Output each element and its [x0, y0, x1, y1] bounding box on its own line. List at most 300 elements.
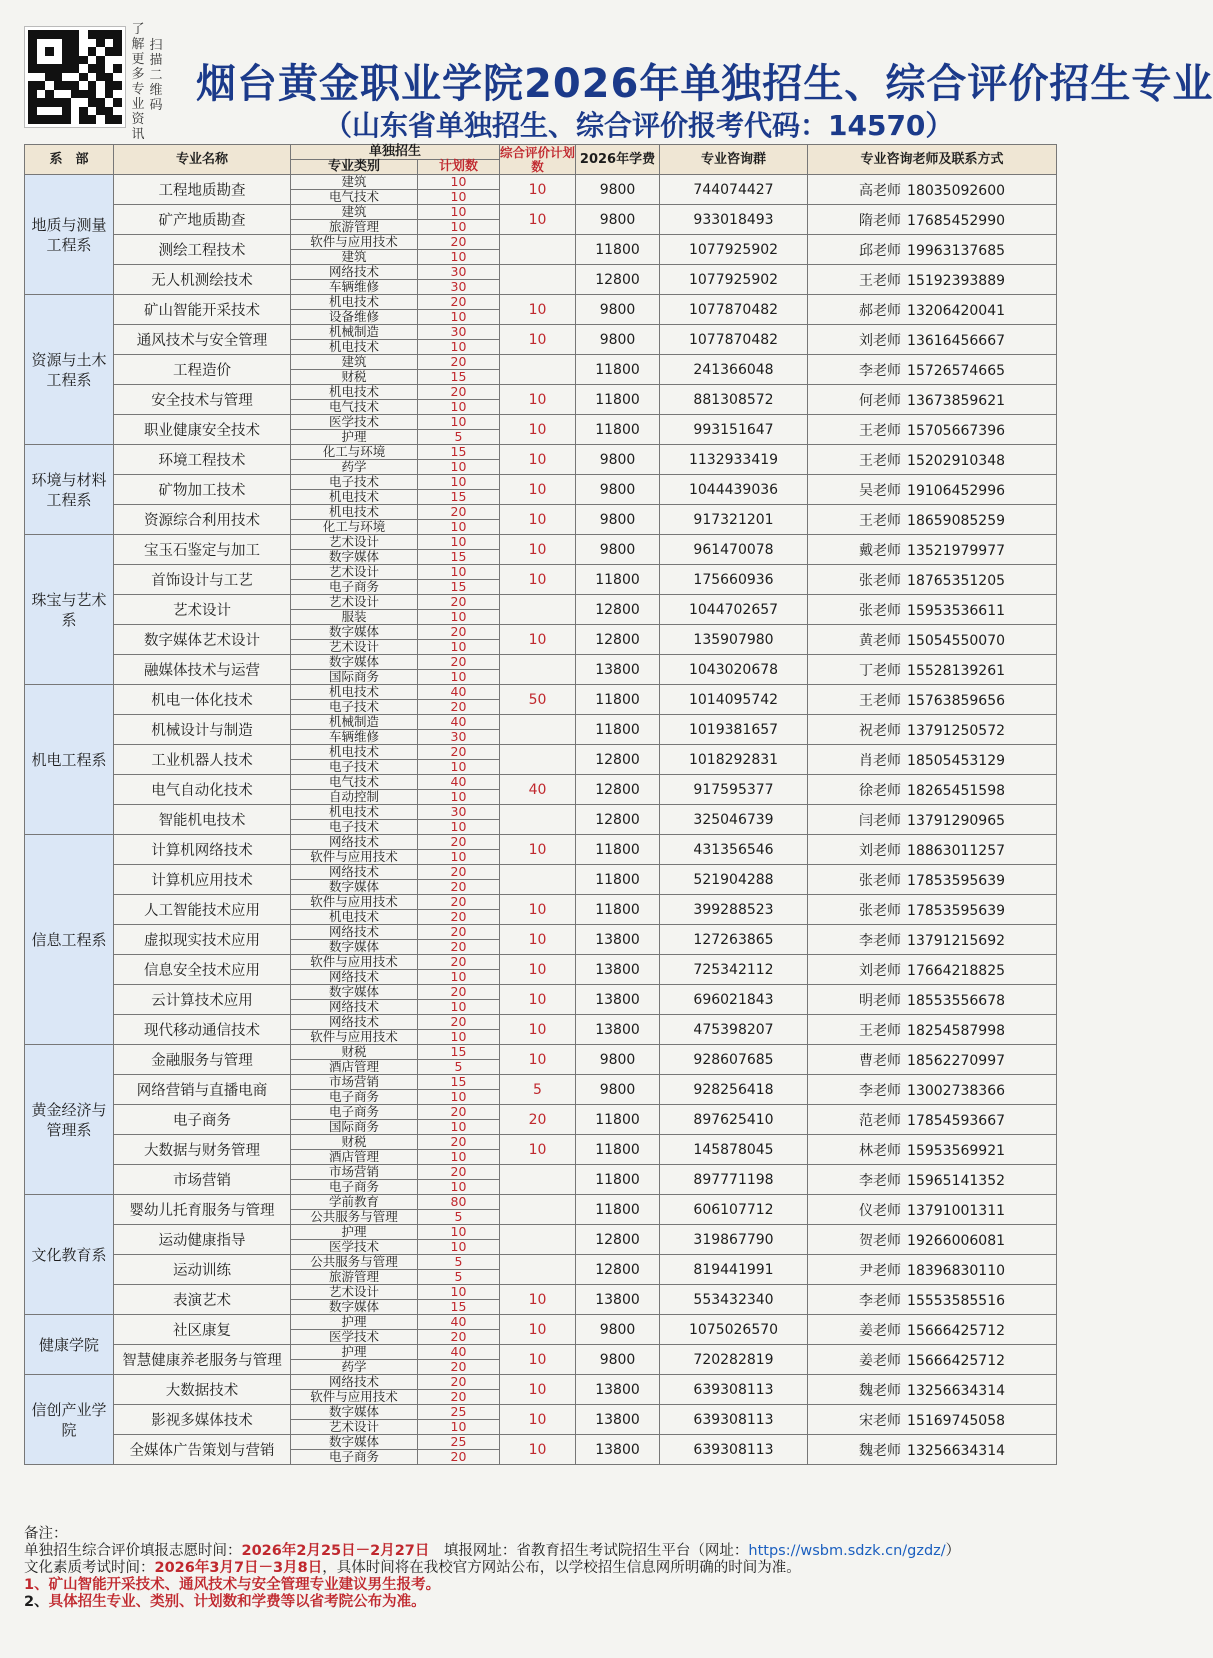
category-cell: 公共服务与管理: [291, 1210, 418, 1225]
note-line-2: 文化素质考试时间：2026年3月7日－3月8日，具体时间将在我校官方网站公布，以学校招生信息网所明确的时间为准。: [24, 1560, 801, 1576]
plan-cell: 10: [418, 460, 500, 475]
contact-cell: [808, 1255, 1057, 1285]
col-category: 专业类别: [291, 160, 418, 175]
note-label: 备注：: [24, 1526, 68, 1542]
contact-cell: [808, 1285, 1057, 1315]
contact-cell: [808, 1405, 1057, 1435]
phone-number[interactable]: 13521979977: [907, 542, 1006, 559]
fee-cell: 9800: [576, 505, 660, 535]
group-cell[interactable]: 720282819: [660, 1345, 808, 1375]
contact-cell: [808, 595, 1057, 625]
phone-number[interactable]: 17664218825: [907, 962, 1006, 979]
group-cell[interactable]: 933018493: [660, 205, 808, 235]
category-cell: 旅游管理: [291, 1270, 418, 1285]
plan-cell: 10: [418, 790, 500, 805]
teacher-name: 肖老师: [859, 752, 902, 769]
table-row: [25, 1285, 1057, 1300]
teacher-name: 李老师: [859, 1292, 902, 1309]
category-cell: 国际商务: [291, 1120, 418, 1135]
group-cell[interactable]: 917595377: [660, 775, 808, 805]
table-row: [25, 775, 1057, 790]
group-cell[interactable]: 1077870482: [660, 295, 808, 325]
plan-cell: 15: [418, 370, 500, 385]
fee-cell: 11800: [576, 685, 660, 715]
major-name: 机械设计与制造: [114, 715, 291, 745]
fee-cell: 9800: [576, 295, 660, 325]
contact-cell: [808, 325, 1057, 355]
table-row: [25, 355, 1057, 370]
comp-cell: [500, 805, 576, 835]
teacher-name: 明老师: [859, 992, 902, 1009]
group-cell[interactable]: 399288523: [660, 895, 808, 925]
category-cell: 机电技术: [291, 805, 418, 820]
contact-cell: [808, 1075, 1057, 1105]
category-cell: 化工与环境: [291, 445, 418, 460]
comp-cell: [500, 265, 576, 295]
plan-cell: 40: [418, 685, 500, 700]
category-cell: 数字媒体: [291, 1405, 418, 1420]
plan-cell: 20: [418, 295, 500, 310]
dept-name: 信创产业学院: [25, 1375, 114, 1465]
fee-cell: 11800: [576, 715, 660, 745]
teacher-name: 李老师: [859, 932, 902, 949]
group-cell[interactable]: 639308113: [660, 1375, 808, 1405]
phone-number[interactable]: 15705667396: [907, 422, 1006, 439]
plan-cell: 20: [418, 835, 500, 850]
category-cell: 护理: [291, 1345, 418, 1360]
comp-cell: 10: [500, 175, 576, 205]
comp-cell: 10: [500, 1315, 576, 1345]
contact-cell: [808, 385, 1057, 415]
page-title: 烟台黄金职业学院2026年单独招生、综合评价招生专业: [196, 61, 1213, 107]
contact-cell: [808, 535, 1057, 565]
group-cell[interactable]: 1077925902: [660, 265, 808, 295]
comp-cell: 10: [500, 445, 576, 475]
dept-name: 珠宝与艺术系: [25, 535, 114, 685]
teacher-name: 隋老师: [859, 212, 902, 229]
register-link[interactable]: https://wsbm.sdzk.cn/gzdz/: [748, 1543, 946, 1559]
phone-number[interactable]: 13791001311: [907, 1202, 1006, 1219]
comp-cell: 10: [500, 385, 576, 415]
group-cell[interactable]: 325046739: [660, 805, 808, 835]
plan-cell: 20: [418, 1360, 500, 1375]
group-cell[interactable]: 744074427: [660, 175, 808, 205]
contact-cell: [808, 1345, 1057, 1375]
comp-cell: [500, 715, 576, 745]
group-cell[interactable]: 319867790: [660, 1225, 808, 1255]
fee-cell: 13800: [576, 1015, 660, 1045]
group-cell[interactable]: 1075026570: [660, 1315, 808, 1345]
plan-cell: 10: [418, 1120, 500, 1135]
group-cell[interactable]: 1077870482: [660, 325, 808, 355]
plan-cell: 20: [418, 1390, 500, 1405]
fee-cell: 11800: [576, 1135, 660, 1165]
phone-number[interactable]: 18035092600: [907, 182, 1006, 199]
group-cell[interactable]: 241366048: [660, 355, 808, 385]
major-name: 艺术设计: [114, 595, 291, 625]
contact-cell: [808, 985, 1057, 1015]
fee-cell: 12800: [576, 595, 660, 625]
group-cell[interactable]: 431356546: [660, 835, 808, 865]
phone-number[interactable]: 18863011257: [907, 842, 1006, 859]
phone-number[interactable]: 13673859621: [907, 392, 1006, 409]
major-name: 职业健康安全技术: [114, 415, 291, 445]
group-cell[interactable]: 881308572: [660, 385, 808, 415]
category-cell: 电气技术: [291, 400, 418, 415]
plan-cell: 20: [418, 1135, 500, 1150]
table-row: [25, 565, 1057, 580]
major-name: 计算机网络技术: [114, 835, 291, 865]
major-name: 电气自动化技术: [114, 775, 291, 805]
group-cell[interactable]: 897771198: [660, 1165, 808, 1195]
phone-number[interactable]: 13256634314: [907, 1382, 1006, 1399]
table-row: [25, 625, 1057, 640]
phone-number[interactable]: 15965141352: [907, 1172, 1006, 1189]
teacher-name: 徐老师: [859, 782, 902, 799]
contact-cell: [808, 1435, 1057, 1465]
table-row: [25, 295, 1057, 310]
phone-number[interactable]: 19106452996: [907, 482, 1006, 499]
group-cell[interactable]: 606107712: [660, 1195, 808, 1225]
phone-number[interactable]: 17854593667: [907, 1112, 1006, 1129]
phone-number[interactable]: 13616456667: [907, 332, 1006, 349]
contact-cell: [808, 745, 1057, 775]
teacher-name: 邱老师: [859, 242, 902, 259]
contact-cell: [808, 295, 1057, 325]
group-cell[interactable]: 475398207: [660, 1015, 808, 1045]
category-cell: 财税: [291, 1045, 418, 1060]
col-fee: 2026年学费: [576, 145, 660, 175]
comp-cell: [500, 745, 576, 775]
category-cell: 电子商务: [291, 1105, 418, 1120]
comp-cell: 10: [500, 535, 576, 565]
comp-cell: 50: [500, 685, 576, 715]
table-row: [25, 445, 1057, 460]
plan-cell: 10: [418, 190, 500, 205]
fee-cell: 11800: [576, 565, 660, 595]
phone-number[interactable]: 13791215692: [907, 932, 1006, 949]
comp-cell: [500, 1165, 576, 1195]
category-cell: 数字媒体: [291, 940, 418, 955]
category-cell: 公共服务与管理: [291, 1255, 418, 1270]
comp-cell: 10: [500, 1435, 576, 1465]
phone-number[interactable]: 17685452990: [907, 212, 1006, 229]
fee-cell: 12800: [576, 265, 660, 295]
phone-number[interactable]: 15726574665: [907, 362, 1006, 379]
category-cell: 艺术设计: [291, 1420, 418, 1435]
qr-code-icon[interactable]: [24, 26, 126, 128]
group-cell[interactable]: 917321201: [660, 505, 808, 535]
category-cell: 网络技术: [291, 265, 418, 280]
contact-cell: [808, 1225, 1057, 1255]
category-cell: 数字媒体: [291, 1435, 418, 1450]
group-cell[interactable]: 725342112: [660, 955, 808, 985]
plan-cell: 20: [418, 1165, 500, 1180]
phone-number[interactable]: 15763859656: [907, 692, 1006, 709]
group-cell[interactable]: 819441991: [660, 1255, 808, 1285]
phone-number[interactable]: 15202910348: [907, 452, 1006, 469]
plan-cell: 20: [418, 700, 500, 715]
plan-cell: 20: [418, 505, 500, 520]
phone-number[interactable]: 18505453129: [907, 752, 1006, 769]
fee-cell: 11800: [576, 385, 660, 415]
category-cell: 医学技术: [291, 1240, 418, 1255]
plan-cell: 20: [418, 865, 500, 880]
phone-number[interactable]: 15953569921: [907, 1142, 1006, 1159]
plan-cell: 10: [418, 1285, 500, 1300]
table-row: [25, 685, 1057, 700]
dept-name: 资源与土木工程系: [25, 295, 114, 445]
group-cell[interactable]: 639308113: [660, 1405, 808, 1435]
category-cell: 建筑: [291, 250, 418, 265]
plan-cell: 10: [418, 850, 500, 865]
comp-cell: 10: [500, 1045, 576, 1075]
fee-cell: 9800: [576, 1045, 660, 1075]
qr-caption-2: 扫描二维码: [149, 38, 163, 113]
col-group: 专业咨询群: [660, 145, 808, 175]
group-cell[interactable]: 928607685: [660, 1045, 808, 1075]
phone-number[interactable]: 15953536611: [907, 602, 1006, 619]
header: [24, 20, 1213, 142]
plan-cell: 40: [418, 775, 500, 790]
category-cell: 电子技术: [291, 475, 418, 490]
table-row: [25, 1315, 1057, 1330]
group-cell[interactable]: 696021843: [660, 985, 808, 1015]
major-name: 人工智能技术应用: [114, 895, 291, 925]
contact-cell: [808, 1195, 1057, 1225]
comp-cell: [500, 595, 576, 625]
comp-cell: 40: [500, 775, 576, 805]
table-row: [25, 535, 1057, 550]
group-cell[interactable]: 1014095742: [660, 685, 808, 715]
contact-cell: [808, 205, 1057, 235]
group-cell[interactable]: 639308113: [660, 1435, 808, 1465]
group-cell[interactable]: 1077925902: [660, 235, 808, 265]
teacher-name: 仪老师: [859, 1202, 902, 1219]
group-cell[interactable]: 1132933419: [660, 445, 808, 475]
group-cell[interactable]: 928256418: [660, 1075, 808, 1105]
contact-cell: [808, 805, 1057, 835]
major-name: 安全技术与管理: [114, 385, 291, 415]
plan-cell: 20: [418, 625, 500, 640]
phone-number[interactable]: 15192393889: [907, 272, 1006, 289]
phone-number[interactable]: 17853595639: [907, 872, 1006, 889]
phone-number[interactable]: 18553556678: [907, 992, 1006, 1009]
phone-number[interactable]: 13256634314: [907, 1442, 1006, 1459]
major-name: 资源综合利用技术: [114, 505, 291, 535]
comp-cell: [500, 235, 576, 265]
phone-number[interactable]: 15666425712: [907, 1352, 1006, 1369]
comp-cell: 10: [500, 475, 576, 505]
table-row: [25, 385, 1057, 400]
phone-number[interactable]: 13002738366: [907, 1082, 1006, 1099]
teacher-name: 魏老师: [859, 1382, 902, 1399]
plan-cell: 10: [418, 640, 500, 655]
group-cell[interactable]: 127263865: [660, 925, 808, 955]
contact-cell: [808, 715, 1057, 745]
category-cell: 电子技术: [291, 700, 418, 715]
col-major: 专业名称: [114, 145, 291, 175]
plan-cell: 10: [418, 250, 500, 265]
group-cell[interactable]: 135907980: [660, 625, 808, 655]
group-cell[interactable]: 993151647: [660, 415, 808, 445]
fee-cell: 12800: [576, 625, 660, 655]
group-cell[interactable]: 897625410: [660, 1105, 808, 1135]
phone-number[interactable]: 17853595639: [907, 902, 1006, 919]
fee-cell: 12800: [576, 1225, 660, 1255]
table-row: [25, 835, 1057, 850]
teacher-name: 贺老师: [859, 1232, 902, 1249]
group-cell[interactable]: 553432340: [660, 1285, 808, 1315]
fee-cell: 13800: [576, 1435, 660, 1465]
category-cell: 数字媒体: [291, 625, 418, 640]
phone-number[interactable]: 18562270997: [907, 1052, 1006, 1069]
category-cell: 设备维修: [291, 310, 418, 325]
phone-number[interactable]: 13206420041: [907, 302, 1006, 319]
plan-cell: 10: [418, 310, 500, 325]
phone-number[interactable]: 18659085259: [907, 512, 1006, 529]
plan-cell: 10: [418, 475, 500, 490]
contact-cell: [808, 925, 1057, 955]
phone-number[interactable]: 15169745058: [907, 1412, 1006, 1429]
plan-cell: 20: [418, 1015, 500, 1030]
teacher-name: 戴老师: [859, 542, 902, 559]
teacher-name: 郝老师: [859, 302, 902, 319]
comp-cell: [500, 1195, 576, 1225]
table-row: [25, 805, 1057, 820]
category-cell: 软件与应用技术: [291, 1030, 418, 1045]
phone-number[interactable]: 15054550070: [907, 632, 1006, 649]
phone-number[interactable]: 18396830110: [907, 1262, 1006, 1279]
contact-cell: [808, 175, 1057, 205]
category-cell: 数字媒体: [291, 1300, 418, 1315]
contact-cell: [808, 475, 1057, 505]
phone-number[interactable]: 15528139261: [907, 662, 1006, 679]
major-name: 全媒体广告策划与营销: [114, 1435, 291, 1465]
fee-cell: 13800: [576, 1405, 660, 1435]
dept-name: 环境与材料工程系: [25, 445, 114, 535]
group-cell[interactable]: 1044439036: [660, 475, 808, 505]
contact-cell: [808, 445, 1057, 475]
plan-cell: 20: [418, 745, 500, 760]
category-cell: 软件与应用技术: [291, 1390, 418, 1405]
table-row: [25, 505, 1057, 520]
teacher-name: 祝老师: [859, 722, 902, 739]
category-cell: 机电技术: [291, 340, 418, 355]
phone-number[interactable]: 15666425712: [907, 1322, 1006, 1339]
table-row: [25, 925, 1057, 940]
col-contact: 专业咨询老师及联系方式: [808, 145, 1057, 175]
category-cell: 电子商务: [291, 1450, 418, 1465]
major-name: 测绘工程技术: [114, 235, 291, 265]
footer-notes: [24, 1526, 1064, 1611]
comp-cell: 10: [500, 505, 576, 535]
major-name: 虚拟现实技术应用: [114, 925, 291, 955]
fee-cell: 11800: [576, 865, 660, 895]
group-cell[interactable]: 145878045: [660, 1135, 808, 1165]
comp-cell: 10: [500, 1375, 576, 1405]
table-row: [25, 1015, 1057, 1030]
plan-cell: 30: [418, 325, 500, 340]
phone-number[interactable]: 18765351205: [907, 572, 1006, 589]
table-row: [25, 1225, 1057, 1240]
plan-cell: 10: [418, 340, 500, 355]
category-cell: 学前教育: [291, 1195, 418, 1210]
major-name: 影视多媒体技术: [114, 1405, 291, 1435]
category-cell: 网络技术: [291, 1015, 418, 1030]
fee-cell: 13800: [576, 985, 660, 1015]
phone-number[interactable]: 19266006081: [907, 1232, 1006, 1249]
category-cell: 艺术设计: [291, 640, 418, 655]
note-line-4: 2、具体招生专业、类别、计划数和学费等以省考院公布为准。: [24, 1594, 426, 1610]
teacher-name: 姜老师: [859, 1322, 902, 1339]
teacher-name: 闫老师: [859, 812, 902, 829]
group-cell[interactable]: 1043020678: [660, 655, 808, 685]
teacher-name: 张老师: [859, 902, 902, 919]
comp-cell: 10: [500, 1015, 576, 1045]
table-row: [25, 1435, 1057, 1450]
contact-cell: [808, 955, 1057, 985]
comp-cell: 10: [500, 625, 576, 655]
teacher-name: 姜老师: [859, 1352, 902, 1369]
category-cell: 建筑: [291, 175, 418, 190]
contact-cell: [808, 1375, 1057, 1405]
group-cell[interactable]: 1018292831: [660, 745, 808, 775]
plan-cell: 40: [418, 715, 500, 730]
dept-name: 机电工程系: [25, 685, 114, 835]
fee-cell: 11800: [576, 1105, 660, 1135]
comp-cell: 10: [500, 925, 576, 955]
group-cell[interactable]: 961470078: [660, 535, 808, 565]
plan-cell: 10: [418, 1030, 500, 1045]
category-cell: 艺术设计: [291, 565, 418, 580]
major-name: 金融服务与管理: [114, 1045, 291, 1075]
plan-cell: 30: [418, 805, 500, 820]
table-row: [25, 325, 1057, 340]
table-row: [25, 205, 1057, 220]
fee-cell: 11800: [576, 835, 660, 865]
teacher-name: 丁老师: [859, 662, 902, 679]
teacher-name: 范老师: [859, 1112, 902, 1129]
phone-number[interactable]: 13791250572: [907, 722, 1006, 739]
phone-number[interactable]: 19963137685: [907, 242, 1006, 259]
major-name: 网络营销与直播电商: [114, 1075, 291, 1105]
major-name: 工程地质勘查: [114, 175, 291, 205]
plan-cell: 10: [418, 535, 500, 550]
category-cell: 数字媒体: [291, 655, 418, 670]
plan-cell: 5: [418, 1210, 500, 1225]
category-cell: 酒店管理: [291, 1150, 418, 1165]
category-cell: 财税: [291, 370, 418, 385]
contact-cell: [808, 1165, 1057, 1195]
group-cell[interactable]: 1044702657: [660, 595, 808, 625]
table-row: [25, 955, 1057, 970]
table-row: [25, 475, 1057, 490]
group-cell[interactable]: 175660936: [660, 565, 808, 595]
group-cell[interactable]: 521904288: [660, 865, 808, 895]
phone-number[interactable]: 13791290965: [907, 812, 1006, 829]
plan-cell: 10: [418, 520, 500, 535]
phone-number[interactable]: 18254587998: [907, 1022, 1006, 1039]
phone-number[interactable]: 15553585516: [907, 1292, 1006, 1309]
group-cell[interactable]: 1019381657: [660, 715, 808, 745]
contact-cell: [808, 415, 1057, 445]
plan-cell: 20: [418, 925, 500, 940]
phone-number[interactable]: 18265451598: [907, 782, 1006, 799]
category-cell: 网络技术: [291, 1000, 418, 1015]
category-cell: 药学: [291, 1360, 418, 1375]
plan-cell: 10: [418, 1225, 500, 1240]
